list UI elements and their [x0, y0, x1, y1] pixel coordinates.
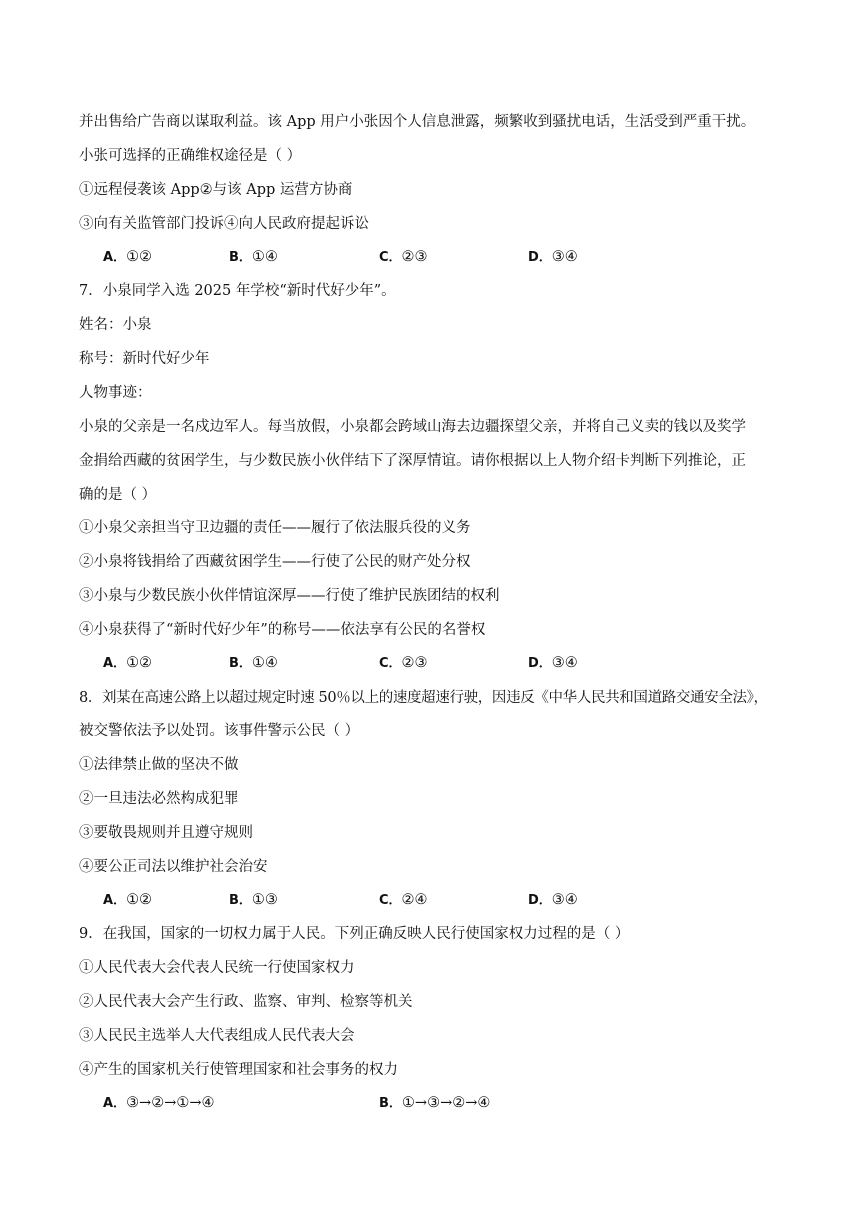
q7-statement-3: ③小泉与少数民族小伙伴情谊深厚——行使了维护民族团结的权利 [79, 588, 500, 604]
q9-option-a[interactable]: A．③→②→①→④ [103, 1095, 215, 1111]
q8-option-d[interactable]: D．③④ [528, 892, 578, 908]
q8-stem-line-1: 8．刘某在高速公路上以超过规定时速 50％以上的速度超速行驶，因违反《中华人民共和国道路交通安全法》， [79, 690, 768, 706]
q7-card-name: 姓名：小泉 [79, 317, 152, 333]
q9-statement-1: ①人民代表大会代表人民统一行使国家权力 [79, 960, 355, 976]
q6-option-c[interactable]: C．②③ [379, 249, 428, 265]
q8-stem-line-2: 被交警依法予以处罚。该事件警示公民（ ） [79, 723, 360, 739]
q8-statement-3: ③要敬畏规则并且遵守规则 [79, 825, 253, 841]
q9-option-b[interactable]: B．①→③→②→④ [379, 1095, 491, 1111]
q9-statement-3: ③人民民主选举人大代表组成人民代表大会 [79, 1028, 355, 1044]
q7-statement-2: ②小泉将钱捐给了西藏贫困学生——行使了公民的财产处分权 [79, 554, 471, 570]
q7-option-d[interactable]: D．③④ [528, 655, 578, 671]
q7-card-text-1: 小泉的父亲是一名戍边军人。每当放假，小泉都会跨域山海去边疆探望父亲，并将自己义卖的钱以及奖学 [79, 419, 746, 435]
q7-statement-1: ①小泉父亲担当守卫边疆的责任——履行了依法服兵役的义务 [79, 520, 471, 536]
q7-card-deeds-label: 人物事迹： [79, 385, 152, 401]
q8-option-c[interactable]: C．②④ [379, 892, 428, 908]
q7-card-title: 称号：新时代好少年 [79, 351, 210, 367]
q7-option-b[interactable]: B．①④ [229, 655, 278, 671]
q8-statement-2: ②一旦违法必然构成犯罪 [79, 791, 239, 807]
q7-card-text-3: 确的是（ ） [79, 487, 157, 503]
q9-stem: 9．在我国，国家的一切权力属于人民。下列正确反映人民行使国家权力过程的是（ ） [79, 926, 630, 942]
q6-option-a[interactable]: A．①② [103, 249, 153, 265]
q6-stem-line-2: 小张可选择的正确维权途径是（ ） [79, 148, 302, 164]
q8-option-a[interactable]: A．①② [103, 892, 153, 908]
q8-option-b[interactable]: B．①③ [229, 892, 278, 908]
q7-card-text-2: 金捐给西藏的贫困学生，与少数民族小伙伴结下了深厚情谊。请你根据以上人物介绍卡判断下列推论，正 [79, 453, 746, 469]
q8-statement-4: ④要公正司法以维护社会治安 [79, 859, 268, 875]
q7-option-a[interactable]: A．①② [103, 655, 153, 671]
q6-statement-line-1: ①远程侵袭该 App②与该 App 运营方协商 [79, 182, 353, 198]
q6-statement-line-2: ③向有关监管部门投诉④向人民政府提起诉讼 [79, 216, 369, 232]
q9-statement-4: ④产生的国家机关行使管理国家和社会事务的权力 [79, 1062, 398, 1078]
q8-statement-1: ①法律禁止做的坚决不做 [79, 757, 239, 773]
q7-option-c[interactable]: C．②③ [379, 655, 428, 671]
q7-statement-4: ④小泉获得了“新时代好少年”的称号——依法享有公民的名誉权 [79, 622, 486, 638]
q6-option-b[interactable]: B．①④ [229, 249, 278, 265]
q9-statement-2: ②人民代表大会产生行政、监察、审判、检察等机关 [79, 994, 413, 1010]
q7-stem: 7．小泉同学入选 2025 年学校“新时代好少年”。 [79, 283, 396, 299]
q6-option-d[interactable]: D．③④ [528, 249, 578, 265]
q6-stem-line-1: 并出售给广告商以谋取利益。该 App 用户小张因个人信息泄露，频繁收到骚扰电话，生活受到严重干扰。 [79, 114, 756, 130]
